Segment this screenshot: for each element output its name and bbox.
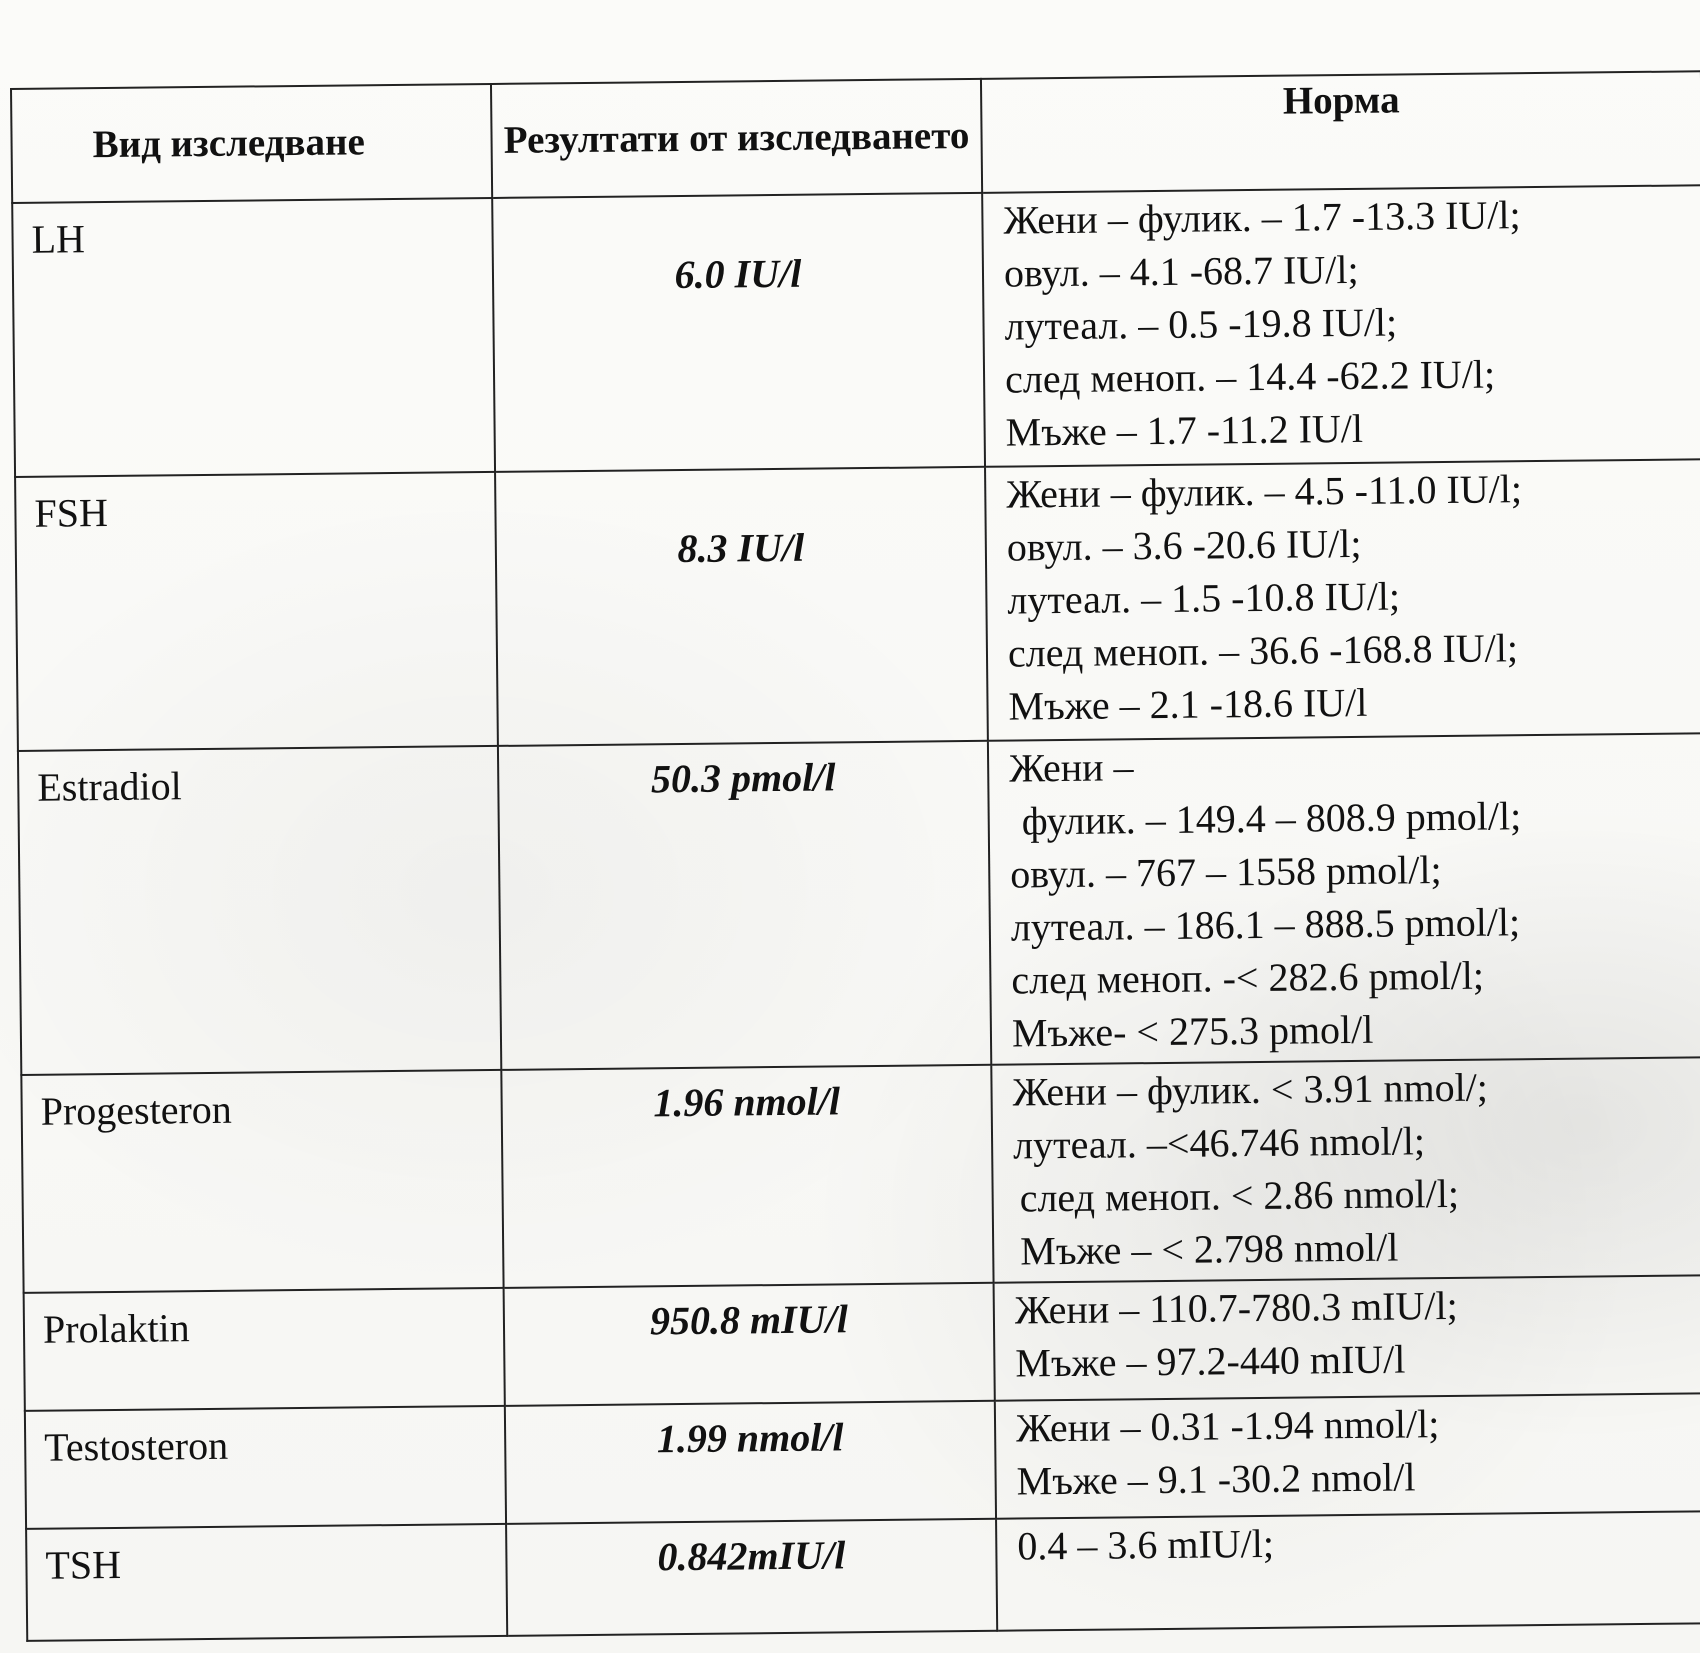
header-norm: Норма <box>981 71 1700 193</box>
norm-line: лутеал. – 186.1 – 888.5 pmol/l; <box>1010 899 1521 950</box>
test-name: Testosteron <box>25 1406 506 1529</box>
norm-line: овул. – 3.6 -20.6 IU/l; <box>1006 520 1362 570</box>
table-row <box>18 733 1700 1075</box>
header-row <box>11 71 1700 203</box>
table-row <box>25 1393 1700 1529</box>
norm-line: след меноп. < 2.86 nmol/l; <box>1019 1170 1460 1221</box>
test-norm <box>988 733 1700 1065</box>
test-result: 6.0 IU/l <box>492 193 985 472</box>
norm-line: Мъже – 97.2-440 mIU/l <box>1015 1336 1406 1386</box>
test-name: Estradiol <box>18 746 501 1075</box>
test-norm <box>985 459 1700 741</box>
norm-line: Жени – 110.7-780.3 mIU/l; <box>1014 1282 1458 1333</box>
norm-line: Жени – фулик. < 3.91 nmol/; <box>1012 1064 1489 1115</box>
norm-line: фулик. – 149.4 – 808.9 pmol/l; <box>1021 793 1522 844</box>
norm-line: Мъже – 1.7 -11.2 IU/l <box>1005 405 1364 455</box>
norm-line: лутеал. – 1.5 -10.8 IU/l; <box>1007 573 1401 623</box>
test-result: 1.99 nmol/l <box>505 1401 996 1524</box>
norm-line: Мъже – 9.1 -30.2 nmol/l <box>1016 1454 1416 1504</box>
header-results: Резултати от изследването <box>491 79 982 198</box>
table-row <box>15 459 1700 751</box>
test-name: FSH <box>15 472 498 751</box>
norm-line: след меноп. – 14.4 -62.2 IU/l; <box>1004 351 1496 402</box>
norm-line: Жени – фулик. – 4.5 -11.0 IU/l; <box>1006 466 1523 517</box>
table-row <box>26 1511 1700 1641</box>
norm-line: след меноп. -< 282.6 pmol/l; <box>1011 952 1485 1003</box>
test-name: Prolaktin <box>24 1288 505 1411</box>
test-norm <box>982 185 1700 467</box>
test-norm <box>991 1057 1700 1283</box>
test-result: 950.8 mIU/l <box>504 1283 995 1406</box>
test-result: 8.3 IU/l <box>495 467 988 746</box>
norm-line: лутеал. –<46.746 nmol/l; <box>1012 1118 1426 1168</box>
header-test-type: Вид изследване <box>11 84 492 203</box>
test-name: Progesteron <box>21 1070 503 1293</box>
norm-line: Мъже- < 275.3 pmol/l <box>1011 1006 1374 1056</box>
norm-line: Мъже – 2.1 -18.6 IU/l <box>1008 679 1368 729</box>
norm-line: 0.4 – 3.6 mIU/l; <box>1017 1520 1275 1569</box>
test-result: 1.96 nmol/l <box>501 1065 993 1288</box>
test-norm <box>996 1511 1700 1631</box>
norm-line: лутеал. – 0.5 -19.8 IU/l; <box>1004 299 1398 349</box>
test-result: 50.3 pmol/l <box>498 741 991 1070</box>
norm-line: овул. – 4.1 -68.7 IU/l; <box>1003 246 1359 296</box>
norm-line: Жени – 0.31 -1.94 nmol/l; <box>1015 1401 1440 1451</box>
test-result: 0.842mIU/l <box>506 1519 997 1636</box>
table-row <box>24 1275 1700 1411</box>
norm-line: Жени – фулик. – 1.7 -13.3 IU/l; <box>1003 192 1521 243</box>
norm-line: Мъже – < 2.798 nmol/l <box>1019 1224 1399 1274</box>
norm-line: след меноп. – 36.6 -168.8 IU/l; <box>1007 625 1519 676</box>
test-norm <box>995 1393 1700 1519</box>
table-row <box>12 185 1700 477</box>
table-row <box>21 1057 1700 1293</box>
test-name: TSH <box>26 1524 507 1641</box>
lab-results-table <box>10 70 1700 1642</box>
norm-line: Жени – <box>1008 744 1134 791</box>
norm-line: овул. – 767 – 1558 pmol/l; <box>1010 847 1442 897</box>
test-norm <box>994 1275 1700 1401</box>
test-name: LH <box>12 198 495 477</box>
